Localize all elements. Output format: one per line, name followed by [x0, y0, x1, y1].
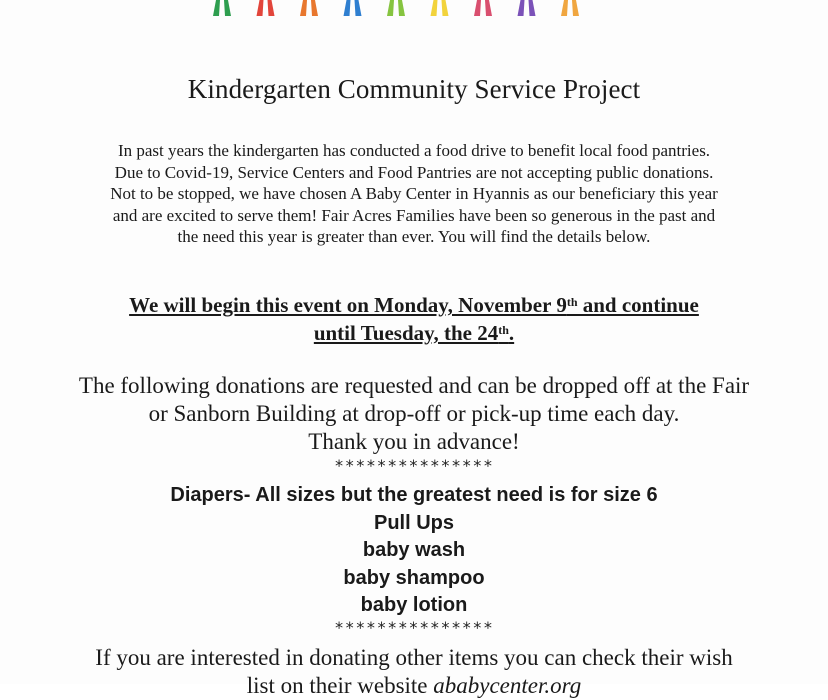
request-line: or Sanborn Building at drop-off or pick-up time each day. [148, 401, 680, 426]
child-figure-icon [257, 0, 275, 16]
event-end-line: until Tuesday, the 24th. [313, 321, 515, 345]
child-figure-icon [387, 0, 405, 16]
child-figure-icon [431, 0, 449, 16]
page-title: Kindergarten Community Service Project [187, 74, 641, 104]
donation-items-list [0, 482, 828, 620]
intro-line: In past years the kindergarten has conducted a food drive to benefit local food pantries. [117, 141, 711, 160]
intro-line: the need this year is greater than ever. You will find the details below. [177, 227, 651, 246]
website-link[interactable]: ababycenter.org [433, 673, 582, 698]
intro-line: Due to Covid-19, Service Centers and Food Pantries are not accepting public donations. [114, 162, 714, 182]
event-dates [40, 291, 788, 347]
child-figure-icon [474, 0, 492, 16]
child-figure-icon [518, 0, 536, 16]
closing-line: list on their website ababycenter.org [246, 673, 582, 698]
child-figure-icon [344, 0, 362, 16]
children-banner-illustration [210, 0, 610, 22]
list-item: Diapers- All sizes but the greatest need is for size 6 [170, 484, 658, 506]
list-item: baby shampoo [343, 566, 485, 589]
child-figure-icon [213, 0, 231, 16]
closing-line: If you are interested in donating other items you can check their wish [95, 645, 733, 670]
intro-line: Not to be stopped, we have chosen A Baby Center in Hyannis as our beneficiary this year [110, 184, 718, 203]
request-line: The following donations are requested and can be dropped off at the Fair [78, 373, 750, 398]
list-item: baby lotion [360, 594, 468, 616]
child-figure-icon [300, 0, 318, 16]
list-item: Pull Ups [373, 511, 454, 534]
intro-paragraph [60, 140, 768, 248]
event-start-line: We will begin this event on Monday, November 9th and continue [129, 293, 699, 317]
star-separator-top: *************** [334, 456, 494, 475]
donation-request [30, 372, 798, 456]
child-figure-icon [561, 0, 579, 16]
intro-line: and are excited to serve them! Fair Acres Families have been so generous in the past and [112, 205, 716, 225]
thank-you-line: Thank you in advance! [308, 429, 520, 454]
closing-paragraph [30, 644, 798, 700]
star-separator-bottom: *************** [334, 618, 494, 637]
list-item: baby wash [362, 539, 466, 561]
